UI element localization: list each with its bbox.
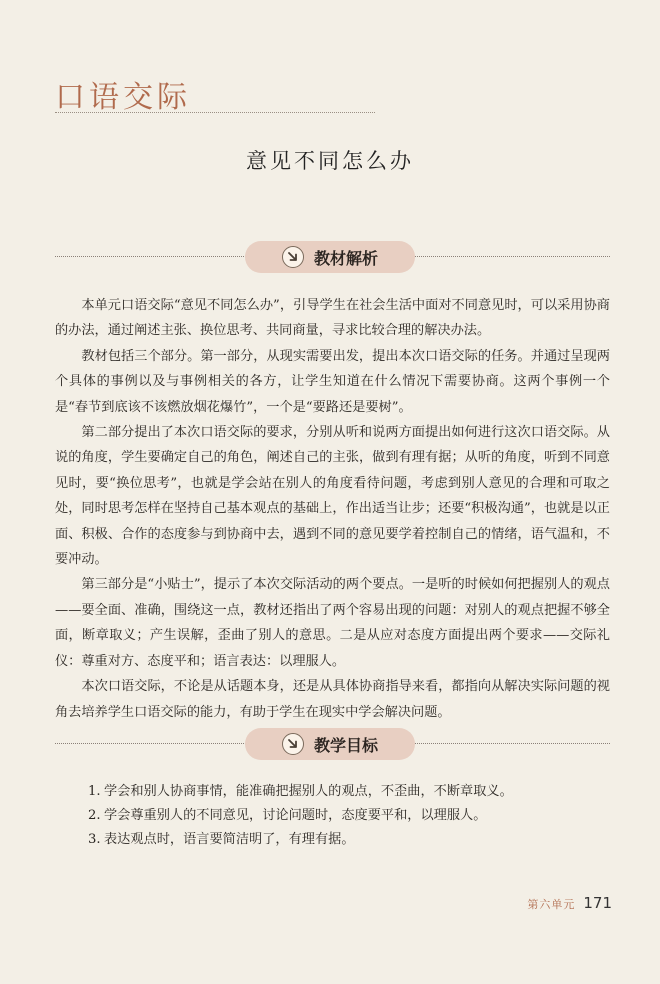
goal-number: 3. (88, 832, 101, 847)
goal-number: 1. (88, 784, 101, 799)
banner-row-goals (55, 728, 610, 760)
paragraph: 第二部分提出了本次口语交际的要求，分别从听和说两方面提出如何进行这次口语交际。从说的角度，学生要确定自己的角色，阐述自己的主张，做到有理有据；从听的角度，听到不同意见时，要“换位思考”，也就是学会站在别人的角度看待问题，考虑到别人意见的合理和可取之处，同时思考怎样在坚持自己基本观点的基础上，作出适当让步；还要“积极沟通”，也就是以正面、积极、合作的态度参与到协商中去，遇到不同的意见要学着控制自己的情绪，语气温和，不要冲动。 (55, 425, 610, 568)
page-number: 171 (583, 894, 612, 912)
paragraph: 第三部分是“小贴士”，提示了本次交际活动的两个要点。一是听的时候如何把握别人的观点——要全面、准确，围绕这一点，教材还指出了两个容易出现的问题：对别人的观点把握不够全面，断章取义；产生误解，歪曲了别人的意思。二是从应对态度方面提出两个要求——交际礼仪：尊重对方、态度平和；语言表达：以理服人。 (55, 577, 610, 669)
circled-arrow-icon (282, 246, 304, 268)
paragraph: 本次口语交际，不论是从话题本身，还是从具体协商指导来看，都指向从解决实际问题的视角去培养学生口语交际的能力，有助于学生在现实中学会解决问题。 (55, 679, 610, 720)
heading-divider (55, 112, 375, 113)
list-item (88, 780, 608, 804)
goal-text: 表达观点时，语言要简洁明了，有理有据。 (104, 832, 355, 847)
lesson-title: 意见不同怎么办 (246, 149, 414, 173)
banner-label: 教学目标 (313, 735, 378, 755)
banner-analysis (245, 241, 415, 273)
banner-row-analysis (55, 241, 610, 273)
goal-number: 2. (88, 808, 101, 823)
list-item (88, 828, 608, 852)
paragraph: 教材包括三个部分。第一部分，从现实需要出发，提出本次口语交际的任务。并通过呈现两个具体的事例以及与事例相关的各方，让学生知道在什么情况下需要协商。这两个事例一个是“春节到底该不该燃放烟花爆竹”，一个是“要路还是要树”。 (55, 348, 610, 415)
analysis-text (55, 293, 610, 725)
goals-list (88, 780, 608, 852)
page-footer (527, 894, 612, 912)
goal-text: 学会尊重别人的不同意见，讨论问题时，态度要平和，以理服人。 (104, 808, 487, 823)
section-heading: 口语交际 (55, 80, 191, 115)
circled-arrow-icon (282, 733, 304, 755)
list-item (88, 804, 608, 828)
goal-text: 学会和别人协商事情，能准确把握别人的观点，不歪曲，不断章取义。 (104, 784, 513, 799)
unit-label: 第六单元 (527, 898, 576, 911)
banner-goals (245, 728, 415, 760)
paragraph: 本单元口语交际“意见不同怎么办”，引导学生在社会生活中面对不同意见时，可以采用协商的办法，通过阐述主张、换位思考、共同商量，寻求比较合理的解决办法。 (55, 298, 610, 339)
banner-label: 教材解析 (313, 248, 378, 268)
